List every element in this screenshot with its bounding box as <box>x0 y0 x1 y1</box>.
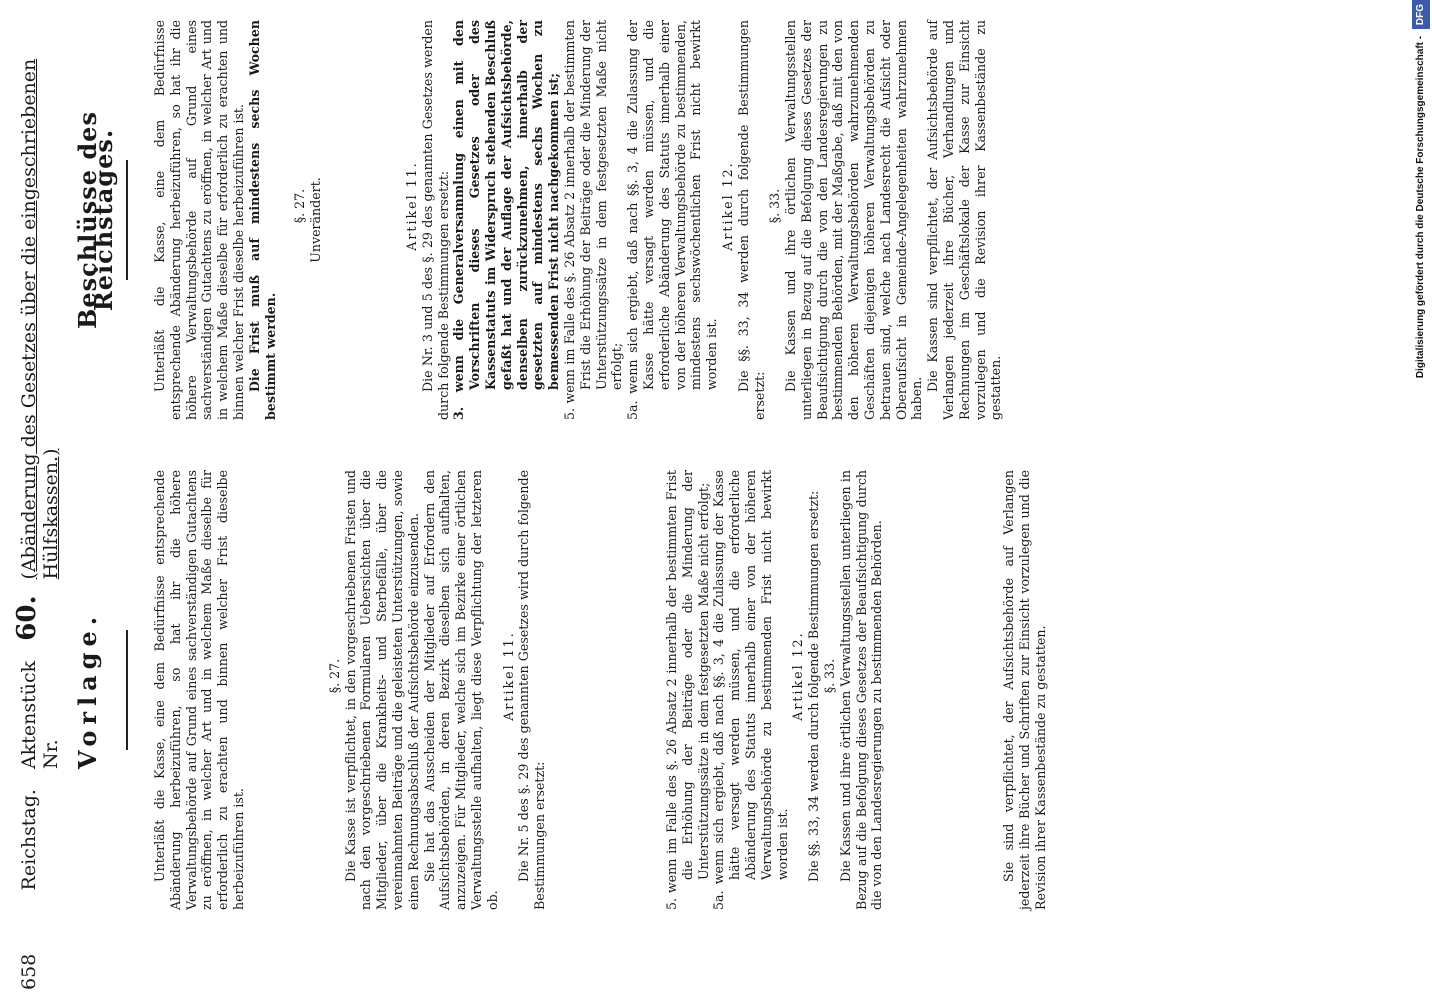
column-beschluesse <box>73 20 1004 420</box>
article-heading: Artikel 11. <box>500 631 516 721</box>
header-number: 60. <box>12 595 42 641</box>
article-heading: Artikel 12. <box>790 631 806 721</box>
digitization-note: Digitalisierung gefördert durch die Deutsche Forschungsgemeinschaft - <box>1415 35 1426 379</box>
digitization-credit <box>1412 0 1430 1000</box>
numbered-item-amendment: 3. wenn die Generalversammlung einen mit den Vorschriften dieses Gesetzes oder des Kassenstatuts im Widerspruch stehenden Beschluß gefaßt hat und der Auflage der Aufsichtsbehörde, denselben zurückzunehmen, innerhalb der gesetzten auf mindestens sechs Wochen zu bemessenden Frist nicht nachgekommen ist; <box>451 20 562 420</box>
paragraph: Die Kassen und ihre örtlichen Verwaltungsstellen unterliegen in Bezug auf die Befolgung dieses Gesetzes der Beaufsichtigung durch die von den Landesregierungen zu bestimmenden Behörden, mit der Maßgabe, daß mit den von den höheren Verwaltungsbehörden wahrzunehmenden Geschäften diejenigen höheren Verwaltungsbehörden zu betrauen sind, welche nach Landesrecht die Aufsicht oder Oberaufsicht in Gemeinde-Angelegenheiten wahrzunehmen haben. <box>783 20 925 420</box>
numbered-item: 5. wenn im Falle des §. 26 Absatz 2 innerhalb der bestimmten Frist die Erhöhung der Beiträge oder die Minderung der Unterstützungssätze in dem festgesetzten Maße nicht erfolgt; <box>663 470 711 910</box>
dfg-logo: DFG <box>1412 0 1430 29</box>
paragraph: Sie hat das Ausscheiden der Mitglieder auf Erfordern den Aufsichtsbehörden, in deren Bezirk dieselben sich aufhalten, anzuzeigen. Für Mitglieder, welche sich im Bezirke einer örtlichen Verwaltungsstelle aufhalten, liegt diese Verpflichtung der letzteren ob. <box>421 470 500 910</box>
section-heading: §. 27. <box>292 188 308 224</box>
paragraph: Die Nr. 3 und 5 des §. 29 des genannten Gesetzes werden durch folgende Bestimmungen ersetzt: <box>419 20 451 420</box>
paragraph: Sie sind verpflichtet, der Aufsichtsbehörde auf Verlangen jederzeit ihre Bücher und Schriften zur Einsicht vorzulegen und die Revision ihrer Kassenbestände zu gestatten. <box>1001 470 1048 910</box>
paragraph: Die Nr. 5 des §. 29 des genannten Gesetzes wird durch folgende Bestimmungen ersetzt: <box>516 470 548 910</box>
column-title: Beschlüsse des Reichstages. <box>73 111 118 329</box>
paragraph: Unterläßt die Kasse, eine dem Bedürfnisse entsprechende Abänderung herbeizuführen, so hat ihr die höhere Verwaltungsbehörde auf Grund eines sachverständigen Gutachtens zu eröffnen, in welcher Art und in welchem Maße dieselbe für erforderlich zu erachten und binnen welcher Frist dieselbe herbeizuführen ist. <box>152 20 246 420</box>
paragraph: Die Kasse ist verpflichtet, in den vorgeschriebenen Fristen und nach den vorgeschriebenen Formularen Uebersichten über die Mitglieder, über die Krankheits- und Sterbefälle, über die vereinnahmten Beiträge und die geleisteten Unterstützungen, sowie einen Rechnungsabschluß der Aufsichtsbehörde einzusenden. <box>342 470 421 910</box>
numbered-item: 5a. wenn sich ergiebt, daß nach §§. 3, 4 die Zulassung der Kasse hätte versagt werden müssen, und die erforderliche Abänderung des Statuts innerhalb einer von der höheren Verwaltungsbehörde zu bestimmenden, mindestens sechswöchentlichen Frist nicht bewirkt worden ist. <box>625 20 720 420</box>
header-reichstag: Reichstag. <box>18 789 40 891</box>
paragraph: Die Kassen und ihre örtlichen Verwaltungsstellen unterliegen in Bezug auf die Befolgung dieses Gesetzes der Beaufsichtigung durch die von den Landesregierungen zu bestimmenden Behörden. <box>837 470 885 910</box>
article-heading: Artikel 12. <box>719 161 735 251</box>
paragraph: Die §§. 33, 34 werden durch folgende Bestimmungen ersetzt: <box>735 20 767 420</box>
paragraph: Unterläßt die Kasse, eine dem Bedürfnisse entsprechende Abänderung herbeizuführen, so hat ihr die höhere Verwaltungsbehörde auf Grund eines sachverständigen Gutachtens zu eröffnen, in welcher Art und in welchem Maße dieselbe für erforderlich zu erachten und binnen welcher Frist dieselbe herbeizuführen ist. <box>152 470 246 910</box>
numbered-item: 5. wenn im Falle des §. 26 Absatz 2 innerhalb der bestimmten Frist die Erhöhung der Beiträge oder die Minderung der Unterstützungssätze in dem festgesetzten Maße nicht erfolgt; <box>561 20 625 420</box>
section-heading: §. 33. <box>767 188 783 224</box>
unchanged-note: Unverändert. <box>308 177 324 263</box>
title-rule <box>126 160 128 280</box>
section-heading: §. 33. <box>821 658 837 694</box>
header-aktenstueck: Aktenstück Nr. <box>18 660 62 770</box>
page-number: 658 <box>18 953 40 990</box>
running-header <box>12 20 62 990</box>
numbered-item: 5a. wenn sich ergiebt, daß nach §§. 3, 4 die Zulassung der Kasse hätte versagt werden müssen, und die erforderliche Abänderung des Statuts innerhalb einer von der höheren Verwaltungsbehörde zu bestimmenden Frist nicht bewirkt worden ist. <box>711 470 790 910</box>
section-heading: §. 27. <box>326 658 342 694</box>
paragraph: Die §§. 33, 34 werden durch folgende Bestimmungen ersetzt: <box>806 490 822 882</box>
article-heading: Artikel 11. <box>403 161 419 251</box>
digitization-strip <box>1410 0 1432 1000</box>
paragraph: Die Kassen sind verpflichtet, der Aufsichtsbehörde auf Verlangen jederzeit ihre Bücher, Verhandlungen und Rechnungen im Geschäftslokale der Kasse zur Einsicht vorzulegen und die Revision ihrer Kassenbestände zu gestatten. <box>925 20 1004 420</box>
paragraph-amendment: Die Frist muß auf mindestens sechs Wochen bestimmt werden. <box>246 20 278 420</box>
column-title: Vorlage. <box>73 610 102 770</box>
header-subject: (Abänderung des Gesetzes über die eingeschriebenen Hülfskassen.) <box>18 58 62 580</box>
title-rule <box>126 630 128 750</box>
column-vorlage <box>73 470 1048 910</box>
